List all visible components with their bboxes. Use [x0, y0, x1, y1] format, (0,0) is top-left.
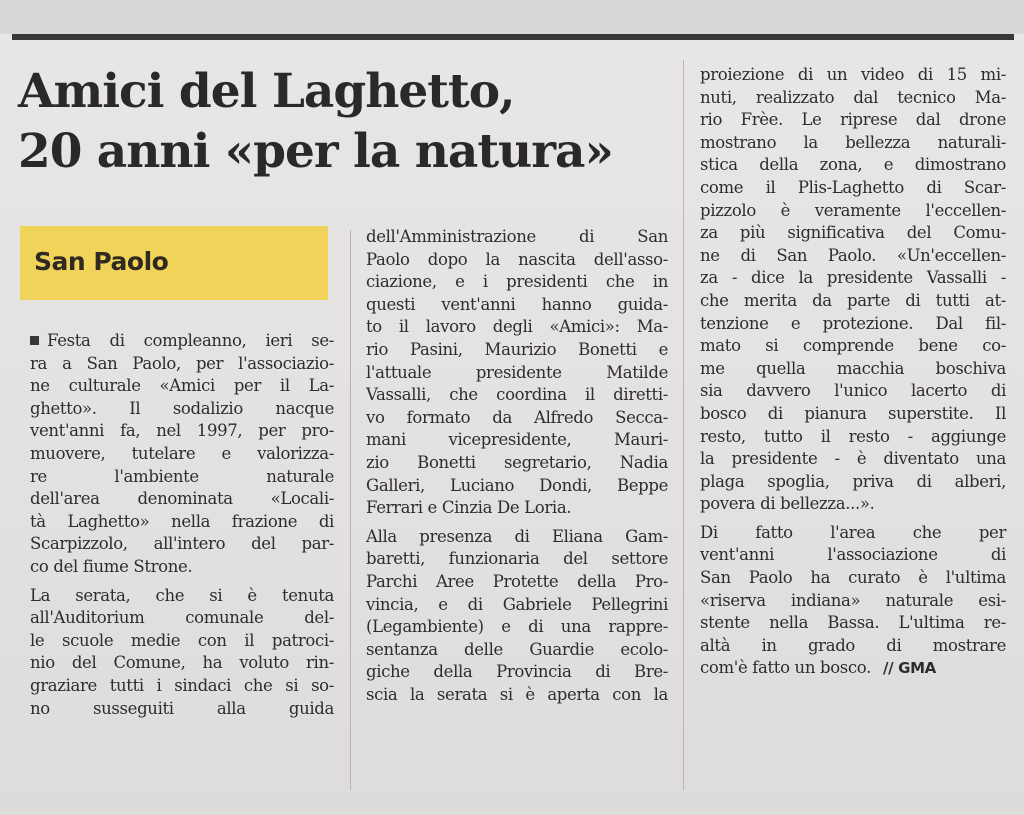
- article-line: [366, 294, 668, 317]
- article-line: [700, 358, 1006, 381]
- article-column-1: [30, 330, 334, 720]
- headline-line-2: 20 anni «per la natura»: [18, 124, 613, 179]
- article-line-text: ne di San Paolo. «Un'eccellen-: [700, 245, 1006, 265]
- article-line-text: la presidente - è diventato una: [700, 449, 1006, 469]
- article-line: [700, 635, 1006, 658]
- article-line-text: dell'area denominata «Locali-: [30, 489, 334, 509]
- article-line-text: San Paolo ha curato è l'ultima: [700, 568, 1006, 588]
- article-line: [366, 407, 668, 430]
- article-line: [366, 594, 668, 617]
- article-line-text: vincia, e di Gabriele Pellegrini: [366, 594, 668, 614]
- article-line: [30, 330, 334, 353]
- column-rule-2: [683, 60, 684, 790]
- kicker-location: San Paolo: [34, 247, 169, 276]
- article-line-text: Ferrari e Cinzia De Loria.: [366, 498, 572, 518]
- article-line: [366, 429, 668, 452]
- article-line: [30, 443, 334, 466]
- article-line-text: scia la serata si è aperta con la: [366, 684, 668, 704]
- article-line-text: resto, tutto il resto - aggiunge: [700, 426, 1006, 446]
- article-line-text: me quella macchia boschiva: [700, 358, 1006, 378]
- article-line-text: za più significativa del Comu-: [700, 223, 1006, 243]
- article-line: [700, 222, 1006, 245]
- article-line-text: plaga spoglia, priva di alberi,: [700, 471, 1006, 491]
- article-line-text: rio Frèe. Le riprese dal drone: [700, 110, 1006, 130]
- article-line-text: baretti, funzionaria del settore: [366, 549, 668, 569]
- article-line: [700, 267, 1006, 290]
- article-line: [30, 698, 334, 721]
- article-line-text: Paolo dopo la nascita dell'asso-: [366, 249, 668, 269]
- article-line: [366, 339, 668, 362]
- article-line-text: mostrano la bellezza naturali-: [700, 132, 1006, 152]
- article-line: [700, 448, 1006, 471]
- article-line-text: (Legambiente) e di una rappre-: [366, 617, 668, 637]
- article-line-text: mani vicepresidente, Mauri-: [366, 430, 668, 450]
- article-line-text: nio del Comune, ha voluto rin-: [30, 653, 334, 673]
- article-line-text: giche della Provincia di Bre-: [366, 662, 668, 682]
- article-line-text: Vassalli, che coordina il diretti-: [366, 385, 668, 405]
- article-line-text: ciazione, e i presidenti che in: [366, 272, 668, 292]
- article-line: [30, 466, 334, 489]
- article-line-text: le scuole medie con il patroci-: [30, 630, 334, 650]
- article-line: [700, 403, 1006, 426]
- article-line-text: dell'Amministrazione di San: [366, 227, 668, 246]
- article-line-text: La serata, che si è tenuta: [30, 585, 334, 605]
- square-bullet-icon: [30, 336, 39, 345]
- article-line-text: to il lavoro degli «Amici»: Ma-: [366, 317, 668, 337]
- author-signature: // GMA: [883, 659, 936, 678]
- article-line-text: ra a San Paolo, per l'associazio-: [30, 353, 334, 373]
- article-line-text: rio Pasini, Maurizio Bonetti e: [366, 339, 668, 359]
- article-line: [700, 200, 1006, 223]
- article-line-text: za - dice la presidente Vassalli -: [700, 268, 1006, 288]
- article-line: [700, 87, 1006, 110]
- article-line: [30, 556, 334, 579]
- article-line: [366, 316, 668, 339]
- article-line-text: zio Bonetti segretario, Nadia: [366, 452, 668, 472]
- article-line: [366, 497, 668, 520]
- article-line: [700, 313, 1006, 336]
- article-line: [30, 630, 334, 653]
- article-line: [366, 639, 668, 662]
- article-line: [366, 226, 668, 249]
- article-line-text: Di fatto l'area che per: [700, 522, 1006, 542]
- article-line-text: stica della zona, e dimostrano: [700, 155, 1006, 175]
- article-line-text: tenzione e protezione. Dal fil-: [700, 313, 1006, 333]
- article-line-text: mato si comprende bene co-: [700, 336, 1006, 356]
- article-line: [700, 471, 1006, 494]
- article-line-text: come il Plis-Laghetto di Scar-: [700, 177, 1006, 197]
- article-line: [366, 616, 668, 639]
- article-line-text: Scarpizzolo, all'intero del par-: [30, 534, 334, 554]
- article-line-text: vent'anni l'associazione di: [700, 545, 1006, 565]
- article-line: [700, 132, 1006, 155]
- article-line-text: muovere, tutelare e valorizza-: [30, 443, 334, 463]
- article-line: [700, 612, 1006, 635]
- article-line-text: che merita da parte di tutti at-: [700, 290, 1006, 310]
- article-line: [30, 511, 334, 534]
- article-line-text: povera di bellezza...».: [700, 494, 875, 514]
- headline: [18, 62, 678, 182]
- article-line: [700, 657, 1006, 680]
- article-line: [366, 475, 668, 498]
- article-line: [366, 571, 668, 594]
- article-line: [30, 375, 334, 398]
- article-line: [700, 177, 1006, 200]
- article-line: [700, 245, 1006, 268]
- article-line-text: «riserva indiana» naturale esi-: [700, 590, 1006, 610]
- article-line-text: pizzolo è veramente l'eccellen-: [700, 200, 1006, 220]
- article-column-3: [700, 64, 1006, 680]
- top-rule: [12, 34, 1014, 40]
- article-line: [700, 64, 1006, 87]
- article-line: [30, 488, 334, 511]
- article-line: [700, 522, 1006, 545]
- article-line-text: vent'anni fa, nel 1997, per pro-: [30, 421, 334, 441]
- article-line: [30, 533, 334, 556]
- article-line-text: graziare tutti i sindaci che si so-: [30, 675, 334, 695]
- article-line: [30, 652, 334, 675]
- article-line: [366, 362, 668, 385]
- article-line: [700, 493, 1006, 516]
- article-line-text: all'Auditorium comunale del-: [30, 608, 334, 628]
- article-line-text: nuti, realizzato dal tecnico Ma-: [700, 87, 1006, 107]
- article-line-text: stente nella Bassa. L'ultima re-: [700, 613, 1006, 633]
- headline-line-1: Amici del Laghetto,: [18, 64, 515, 119]
- article-line: [30, 420, 334, 443]
- article-line-text: l'attuale presidente Matilde: [366, 362, 668, 382]
- article-line: [366, 548, 668, 571]
- article-line-text: re l'ambiente naturale: [30, 466, 334, 486]
- article-line: [30, 353, 334, 376]
- article-line: [30, 585, 334, 608]
- article-line: [30, 398, 334, 421]
- article-line: [366, 661, 668, 684]
- article-line: [366, 452, 668, 475]
- article-line: [700, 426, 1006, 449]
- article-line: [366, 384, 668, 407]
- article-line-text: sentanza delle Guardie ecolo-: [366, 639, 668, 659]
- article-line-text: com'è fatto un bosco.: [700, 658, 871, 678]
- article-line-text: proiezione di un video di 15 mi-: [700, 65, 1006, 84]
- article-line-text: bosco di pianura superstite. Il: [700, 403, 1006, 423]
- article-line: [30, 675, 334, 698]
- top-bleed-area: [0, 0, 1024, 34]
- article-column-2: [366, 226, 668, 706]
- article-line-text: questi vent'anni hanno guida-: [366, 294, 668, 314]
- article-line-text: ne culturale «Amici per il La-: [30, 376, 334, 396]
- article-line-text: Alla presenza di Eliana Gam-: [366, 526, 668, 546]
- article-line: [366, 249, 668, 272]
- article-line-text: vo formato da Alfredo Secca-: [366, 407, 668, 427]
- article-line-text: ghetto». Il sodalizio nacque: [30, 398, 334, 418]
- article-line-text: sia davvero l'unico lacerto di: [700, 381, 1006, 401]
- article-line-text: Parchi Aree Protette della Pro-: [366, 571, 668, 591]
- article-line: [700, 154, 1006, 177]
- article-line: [700, 567, 1006, 590]
- article-line: [30, 607, 334, 630]
- article-line: [700, 380, 1006, 403]
- article-line: [700, 590, 1006, 613]
- article-line-text: Galleri, Luciano Dondi, Beppe: [366, 475, 668, 495]
- article-line: [700, 109, 1006, 132]
- article-line: [366, 684, 668, 707]
- article-line: [366, 271, 668, 294]
- article-line: [700, 290, 1006, 313]
- article-line-text: co del fiume Strone.: [30, 556, 193, 576]
- article-line-text: Festa di compleanno, ieri se-: [47, 331, 334, 350]
- article-line-text: no susseguiti alla guida: [30, 698, 334, 718]
- article-line: [700, 335, 1006, 358]
- article-line-text: altà in grado di mostrare: [700, 635, 1006, 655]
- column-rule-1: [350, 230, 351, 790]
- article-line: [366, 526, 668, 549]
- article-line: [700, 544, 1006, 567]
- article-line-text: tà Laghetto» nella frazione di: [30, 511, 334, 531]
